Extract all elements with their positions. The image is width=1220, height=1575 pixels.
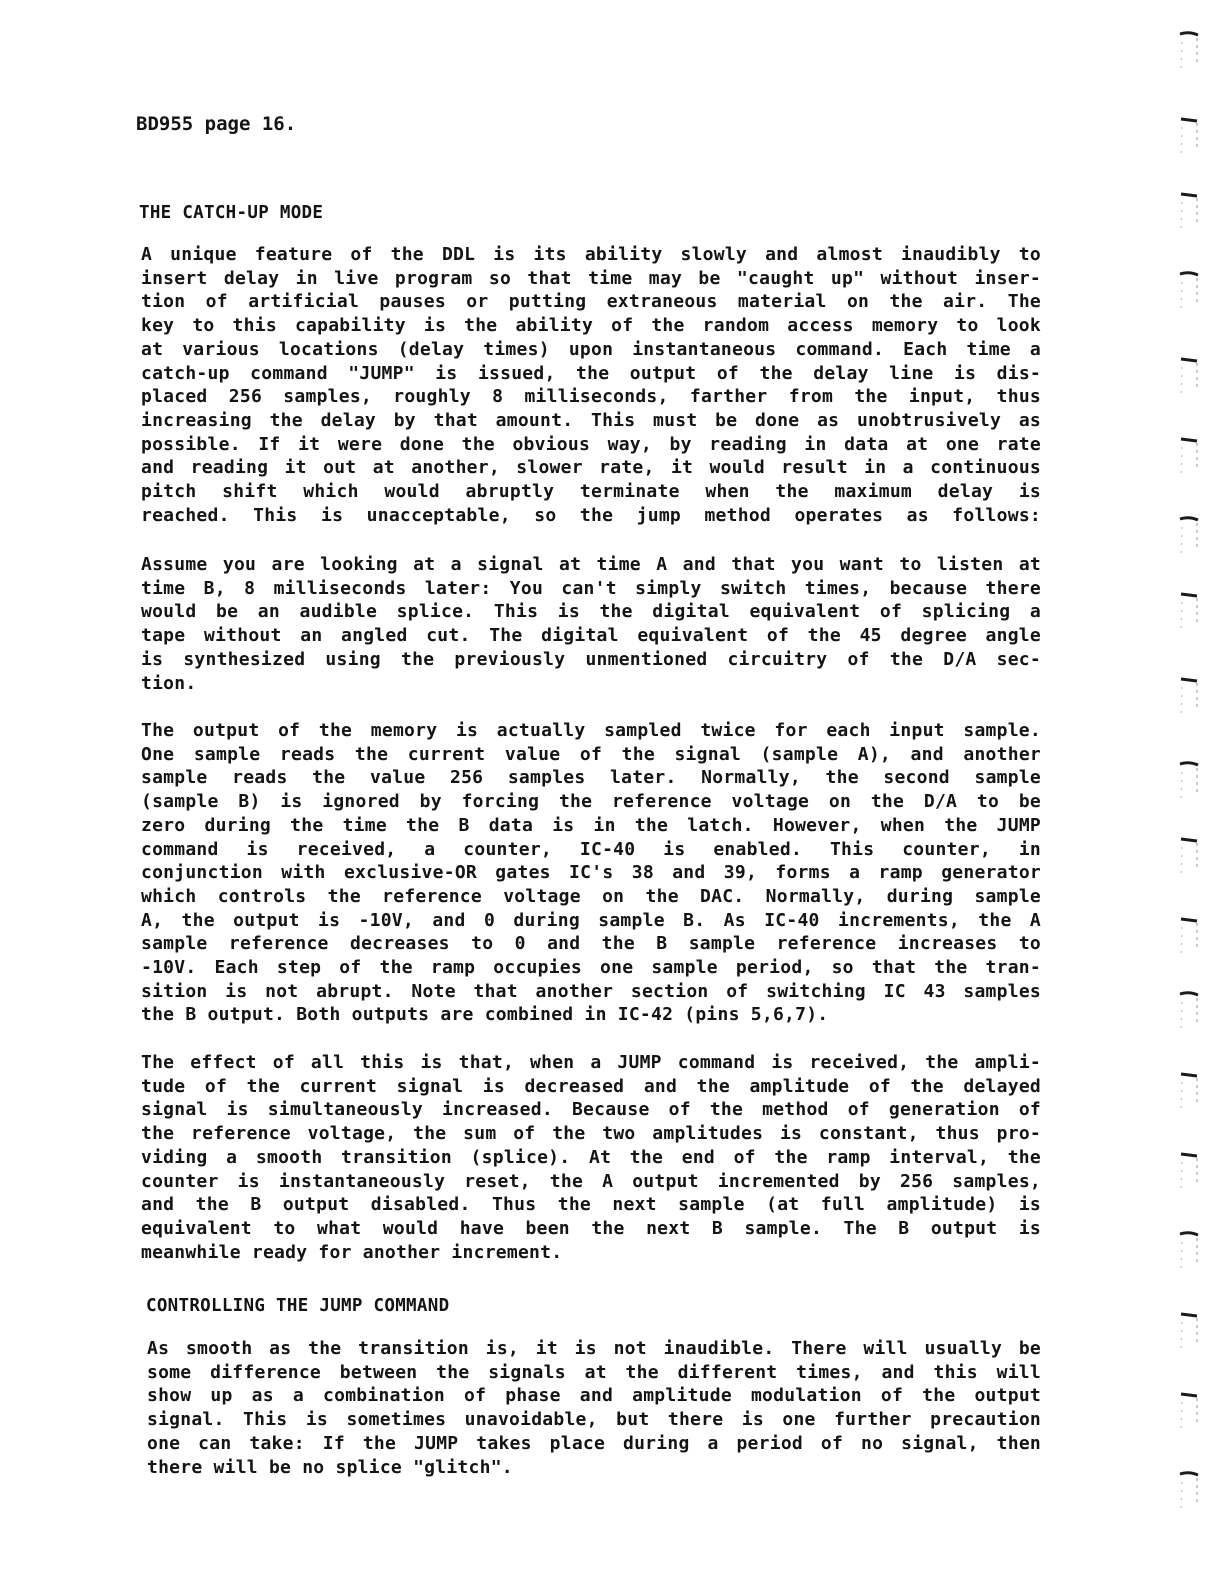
text-line: (sample B) is ignored by forcing the reference voltage on the D/A to be: [141, 791, 1041, 813]
edge-mark: [1178, 760, 1200, 810]
text-line: counter is instantaneously reset, the A output incremented by 256 samples,: [141, 1170, 1041, 1192]
paragraph: [147, 1337, 1041, 1479]
text-line: signal. This is sometimes unavoidable, but there is one further precaution: [147, 1409, 1041, 1431]
edge-mark: [1178, 1230, 1200, 1280]
text-line: command is received, a counter, IC-40 is enabled. This counter, in: [141, 838, 1041, 860]
text-line: As smooth as the transition is, it is not inaudible. There will usually be: [147, 1338, 1041, 1359]
text-line: sample reference decreases to 0 and the B sample reference increases to: [141, 933, 1041, 955]
text-line: which controls the reference voltage on the DAC. Normally, during sample: [141, 885, 1041, 907]
text-line: insert delay in live program so that time may be "caught up" without inser-: [141, 267, 1041, 289]
text-line: time B, 8 milliseconds later: You can't simply switch times, because there: [141, 577, 1041, 599]
text-line: reached. This is unacceptable, so the jump method operates as follows:: [141, 504, 1041, 526]
text-line: show up as a combination of phase and amplitude modulation of the output: [147, 1385, 1041, 1407]
edge-mark: [1178, 115, 1200, 165]
text-line: tion of artificial pauses or putting extraneous material on the air. The: [141, 291, 1041, 313]
text-line: placed 256 samples, roughly 8 milliseconds, farther from the input, thus: [141, 386, 1041, 408]
paragraph: [141, 243, 1041, 527]
edge-mark: [1178, 30, 1200, 80]
text-line: pitch shift which would abruptly terminate when the maximum delay is: [141, 481, 1041, 503]
text-line: would be an audible splice. This is the digital equivalent of splicing a: [141, 601, 1041, 623]
text-line: the B output. Both outputs are combined in IC-42 (pins 5,6,7).: [141, 1004, 829, 1026]
text-line: equivalent to what would have been the next B sample. The B output is: [141, 1217, 1041, 1239]
text-line: possible. If it were done the obvious way, by reading in data at one rate: [141, 433, 1041, 455]
binder-edge-marks: [1170, 20, 1210, 1560]
section-heading-catch-up-mode: THE CATCH-UP MODE: [139, 203, 324, 223]
text-line: key to this capability is the ability of the random access memory to look: [141, 315, 1041, 337]
edge-mark: [1178, 915, 1200, 965]
edge-mark: [1178, 1070, 1200, 1120]
text-line: The effect of all this is that, when a JUMP command is received, the ampli-: [141, 1052, 1041, 1073]
edge-mark: [1178, 835, 1200, 885]
edge-mark: [1178, 515, 1200, 565]
edge-mark: [1178, 190, 1200, 240]
text-line: some difference between the signals at the different times, and this will: [147, 1361, 1041, 1383]
edge-mark: [1178, 675, 1200, 725]
edge-mark: [1178, 355, 1200, 405]
edge-mark: [1178, 270, 1200, 320]
edge-mark: [1178, 990, 1200, 1040]
text-line: is synthesized using the previously unmentioned circuitry of the D/A sec-: [141, 648, 1041, 670]
text-line: tape without an angled cut. The digital equivalent of the 45 degree angle: [141, 625, 1041, 647]
text-line: and the B output disabled. Thus the next sample (at full amplitude) is: [141, 1194, 1041, 1216]
edge-mark: [1178, 590, 1200, 640]
text-line: sample reads the value 256 samples later. Normally, the second sample: [141, 767, 1041, 789]
text-line: The output of the memory is actually sampled twice for each input sample.: [141, 720, 1041, 741]
text-line: conjunction with exclusive-OR gates IC's 38 and 39, forms a ramp generator: [141, 862, 1041, 884]
text-line: One sample reads the current value of the signal (sample A), and another: [141, 743, 1041, 765]
paragraph: [141, 1051, 1041, 1264]
text-line: A unique feature of the DDL is its ability slowly and almost inaudibly to: [141, 244, 1041, 265]
text-line: and reading it out at another, slower rate, it would result in a continuous: [141, 457, 1041, 479]
text-line: viding a smooth transition (splice). At the end of the ramp interval, the: [141, 1146, 1041, 1168]
text-line: increasing the delay by that amount. This must be done as unobtrusively as: [141, 409, 1041, 431]
text-line: tude of the current signal is decreased and the amplitude of the delayed: [141, 1075, 1041, 1097]
text-line: tion.: [141, 672, 197, 694]
page-header: BD955 page 16.: [136, 113, 297, 135]
text-line: the reference voltage, the sum of the two amplitudes is constant, thus pro-: [141, 1123, 1041, 1145]
text-line: Assume you are looking at a signal at time A and that you want to listen at: [141, 554, 1041, 575]
edge-mark: [1178, 435, 1200, 485]
edge-mark: [1178, 1390, 1200, 1440]
text-line: -10V. Each step of the ramp occupies one sample period, so that the tran-: [141, 957, 1041, 979]
paragraph: [141, 719, 1041, 1027]
text-line: one can take: If the JUMP takes place during a period of no signal, then: [147, 1432, 1041, 1454]
text-line: signal is simultaneously increased. Because of the method of generation of: [141, 1099, 1041, 1121]
text-line: sition is not abrupt. Note that another section of switching IC 43 samples: [141, 980, 1041, 1002]
text-line: there will be no splice "glitch".: [147, 1456, 513, 1478]
edge-mark: [1178, 1470, 1200, 1520]
text-line: zero during the time the B data is in the latch. However, when the JUMP: [141, 814, 1041, 836]
text-line: A, the output is -10V, and 0 during sample B. As IC-40 increments, the A: [141, 909, 1041, 931]
text-line: meanwhile ready for another increment.: [141, 1241, 563, 1263]
edge-mark: [1178, 1150, 1200, 1200]
edge-mark: [1178, 1310, 1200, 1360]
paragraph: [141, 553, 1041, 695]
text-line: catch-up command "JUMP" is issued, the output of the delay line is dis-: [141, 362, 1041, 384]
text-line: at various locations (delay times) upon instantaneous command. Each time a: [141, 338, 1041, 360]
section-heading-controlling-jump-command: CONTROLLING THE JUMP COMMAND: [146, 1296, 450, 1316]
